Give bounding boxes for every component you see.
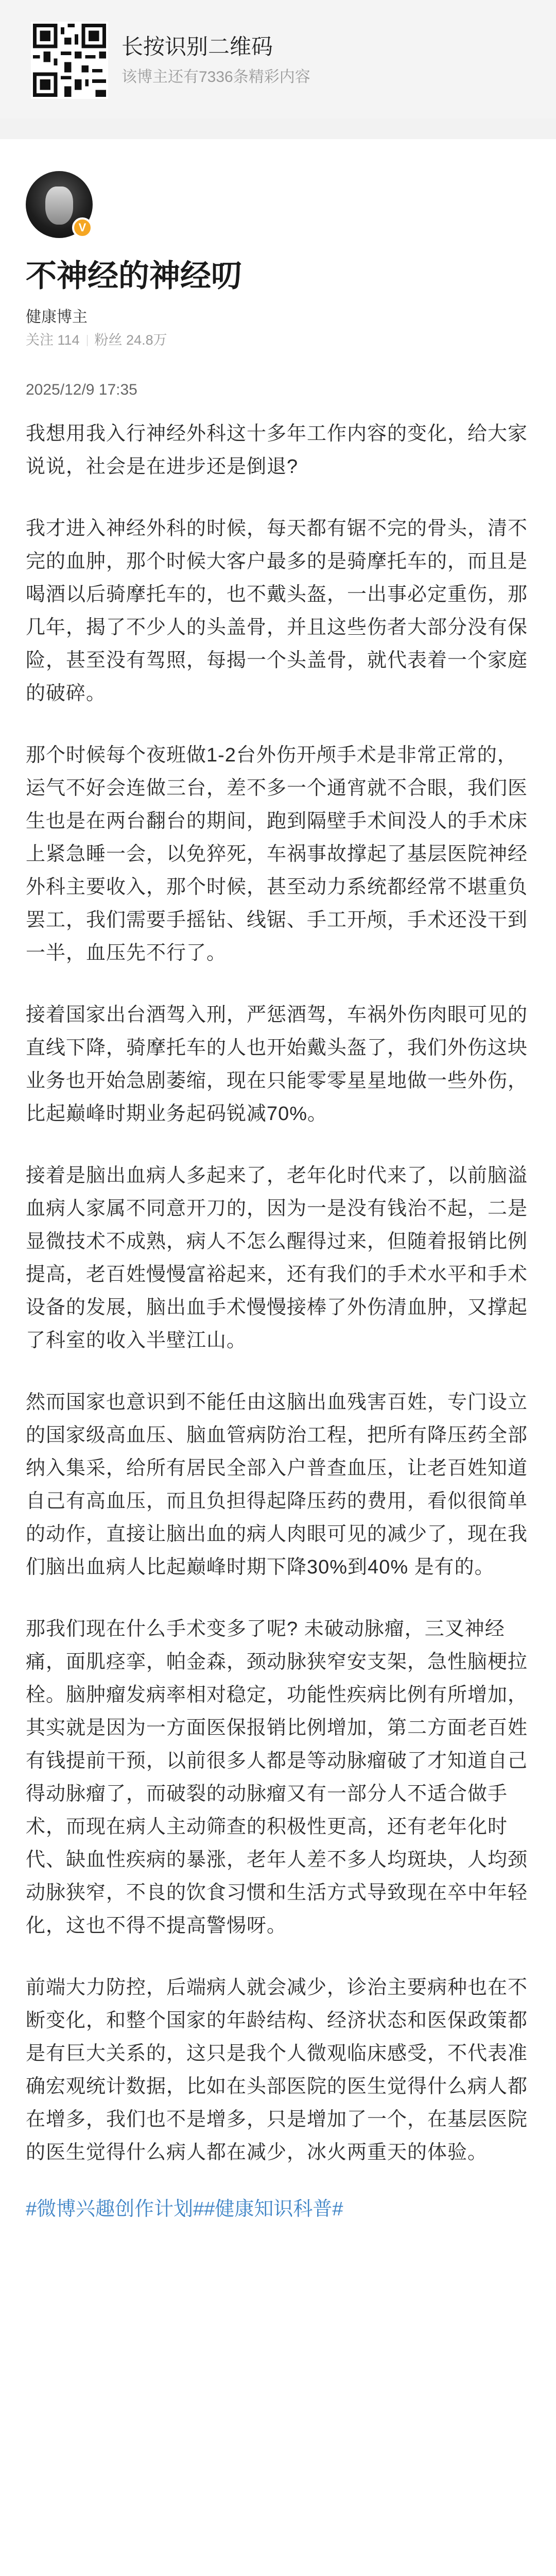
avatar-image (45, 187, 73, 225)
post-title: 不神经的神经叨 (26, 259, 242, 293)
fans-count: 粉丝 24.8万 (94, 332, 167, 348)
qr-code-icon[interactable] (31, 22, 108, 99)
follow-count: 关注 114 (26, 332, 80, 348)
paragraph: 我才进入神经外科的时候，每天都有锯不完的骨头，清不完的血肿，那个时候大客户最多的是骑摩托车的，而且是喝酒以后骑摩托车的，也不戴头盔，一出事必定重伤，那几年，揭了不少人的头盖骨，并且这些伤者大部分没有保险，甚至没有驾照，每揭一个头盖骨，就代表着一个家庭的破碎。 (26, 518, 528, 704)
stats-divider (87, 335, 88, 346)
author-name[interactable]: 健康博主 (26, 309, 88, 326)
paragraph: 前端大力防控，后端病人就会减少，诊治主要病种也在不断变化，和整个国家的年龄结构、经济状态和医保政策都是有巨大关系的，这只是我个人微观临床感受，不代表准确宏观统计数据，比如在头部医院的医生觉得什么病人都在增多，我们也不是增多，只是增加了一个，在基层医院的医生觉得什么病人都在减少，冰火两重天的体验。 (26, 1977, 528, 2163)
topic-tags[interactable]: #微博兴趣创作计划##健康知识科普# (26, 2198, 343, 2220)
post-date: 2025/12/9 17:35 (26, 381, 137, 398)
verified-badge-icon: V (72, 217, 93, 238)
paragraph: 接着是脑出血病人多起来了，老年化时代来了，以前脑溢血病人家属不同意开刀的，因为一是没有钱治不起，二是显微技术不成熟，病人不怎么醒得过来，但随着报销比例提高，老百姓慢慢富裕起来，还有我们的手术水平和手术设备的发展，脑出血手术慢慢接棒了外伤清血肿，又撑起了科室的收入半壁江山。 (26, 1165, 528, 1351)
post-card (0, 139, 556, 2576)
paragraph: 接着国家出台酒驾入刑，严惩酒驾，车祸外伤肉眼可见的直线下降，骑摩托车的人也开始戴头盔了，我们外伤这块业务也开始急剧萎缩，现在只能零零星星地做一些外伤，比起巅峰时期业务起码锐减70%。 (26, 1004, 528, 1125)
paragraph: 那个时候每个夜班做1-2台外伤开颅手术是非常正常的，运气不好会连做三台，差不多一个通宵就不合眼，我们医生也是在两台翻台的期间，跑到隔壁手术间没人的手术床上紧急睡一会，以免猝死，车祸事故撑起了基层医院神经外科主要收入，那个时候，甚至动力系统都经常不堪重负罢工，我们需要手摇钻、线锯、手工开颅，手术还没干到一半，血压先不行了。 (26, 744, 528, 964)
top-qr-banner (0, 0, 556, 118)
banner-subtitle: 该博主还有7336条精彩内容 (121, 69, 310, 86)
paragraph: 然而国家也意识到不能任由这脑出血残害百姓，专门设立的国家级高血压、脑血管病防治工程，把所有降压药全部纳入集采，给所有居民全部入户普查血压，让老百姓知道自己有高血压，而且负担得起降压药的费用，看似很简单的动作，直接让脑出血的病人肉眼可见的减少了，现在我们脑出血病人比起巅峰时期下降30%到40% 是有的。 (26, 1392, 528, 1578)
post-body (26, 417, 530, 2226)
paragraph: 我想用我入行神经外科这十多年工作内容的变化，给大家说说，社会是在进步还是倒退? (26, 423, 528, 478)
paragraph: 那我们现在什么手术变多了呢? 未破动脉瘤，三叉神经痛，面肌痉挛，帕金森，颈动脉狭窄安支架，急性脑梗拉栓。脑肿瘤发病率相对稳定，功能性疾病比例有所增加，其实就是因为一方面医保报销比例增加，第二方面老百姓有钱提前干预，以前很多人都是等动脉瘤破了才知道自己得动脉瘤了，而破裂的动脉瘤又有一部分人不适合做手术，而现在病人主动筛查的积极性更高，还有老年化时代、缺血性疾病的暴涨，老年人差不多人均斑块，人均颈动脉狭窄，不良的饮食习惯和生活方式导致现在卒中年轻化，这也不得不提高警惕呀。 (26, 1618, 528, 1937)
banner-title: 长按识别二维码 (121, 35, 273, 59)
author-stats (26, 329, 167, 349)
